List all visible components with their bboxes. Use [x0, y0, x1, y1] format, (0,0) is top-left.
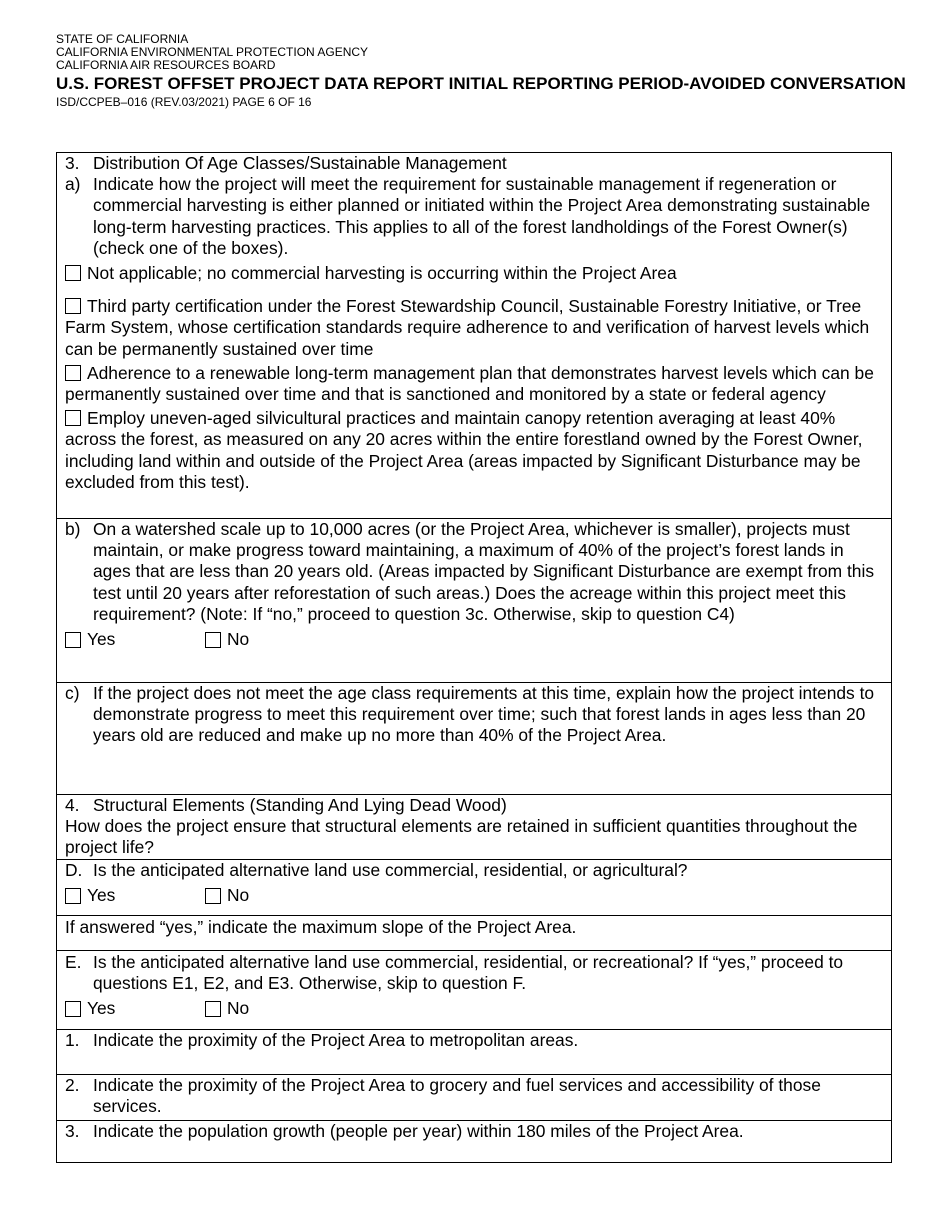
section-3b [57, 518, 891, 682]
question-text: Indicate the proximity of the Project Area to grocery and fuel services and accessibility of those services. [93, 1075, 821, 1117]
option-label: Employ uneven-aged silvicultural practices and maintain canopy retention averaging at least 40% across the forest, as measured on any 20 acres within the entire forestland owned by the Forest Owner, including land within and outside of the Project Area (areas impacted by Significant Disturbance may be excluded from this test). [65, 408, 863, 492]
section-4-heading [65, 795, 883, 816]
yes-option [65, 885, 115, 906]
question-text: If the project does not meet the age class requirements at this time, explain how the project intends to demonstrate progress to meet this requirement over time; such that forest lands in ages less than 20 years old are reduced and make up no more than 40% of the Project Area. [93, 683, 875, 746]
section-3-heading [65, 153, 883, 174]
option-not-applicable [65, 263, 883, 284]
form-body [56, 152, 892, 1163]
question-text: Indicate how the project will meet the requirement for sustainable management if regeneration or commercial harvesting is either planned or initiated within the Project Area demonstrating sustainable long-term harvesting practices. This applies to all of the forest landholdings of the Forest Owner(s) (check one of the boxes). [93, 174, 871, 258]
question-label: a) [65, 174, 81, 195]
yes-option [65, 998, 115, 1019]
section-e1 [57, 1029, 891, 1074]
form-number: ISD/CCPEB–016 (REV.03/2021) PAGE 6 OF 16 [56, 95, 312, 109]
section-number: 3. [65, 153, 80, 173]
question-label: 1. [65, 1030, 80, 1050]
section-title: Structural Elements (Standing And Lying Dead Wood) [93, 795, 507, 815]
question-text: Is the anticipated alternative land use commercial, residential, or recreational? If “yes,” proceed to questions E1, E2, and E3. Otherwise, skip to question F. [93, 952, 844, 994]
no-label: No [227, 998, 250, 1019]
question-text: Is the anticipated alternative land use commercial, residential, or agricultural? [93, 860, 688, 880]
question-text: Indicate the proximity of the Project Area to metropolitan areas. [93, 1030, 579, 1050]
no-checkbox[interactable] [205, 888, 221, 904]
question-e3 [65, 1121, 883, 1142]
section-e3 [57, 1120, 891, 1163]
management-plan-checkbox[interactable] [65, 365, 81, 381]
question-3a [65, 174, 883, 259]
section-title: Distribution Of Age Classes/Sustainable Management [93, 153, 507, 173]
option-label: Adherence to a renewable long-term management plan that demonstrates harvest levels which can be permanently sustained over time and that is sanctioned and monitored by a state or federal agency [65, 362, 874, 405]
question-text: On a watershed scale up to 10,000 acres (or the Project Area, whichever is smaller), projects must maintain, or make progress toward maintaining, a maximum of 40% of the project’s forest lands in ages that are less than 20 years old. (Areas impacted by Significant Disturbance are exempt from this test until 20 years after reforestation of such areas.) Does the acreage within this project meet this requirement? (Note: If “no,” proceed to question 3c. Otherwise, skip to question C4) [93, 519, 875, 624]
section-4 [57, 794, 891, 859]
slope-question: If answered “yes,” indicate the maximum slope of the Project Area. [65, 917, 577, 937]
question-3b [65, 519, 883, 625]
section-number: 4. [65, 795, 80, 815]
no-checkbox[interactable] [205, 632, 221, 648]
question-label: E. [65, 952, 82, 972]
option-label: Third party certification under the Forest Stewardship Council, Sustainable Forestry Initiative, or Tree Farm System, whose certification standards require adherence to and verification of harvest levels which can be permanently sustained over time [65, 296, 870, 359]
agency-line-calepa: CALIFORNIA ENVIRONMENTAL PROTECTION AGENCY [56, 45, 369, 59]
option-management-plan [65, 363, 883, 405]
question-text: Indicate the population growth (people per year) within 180 miles of the Project Area. [93, 1121, 744, 1141]
agency-line-state: STATE OF CALIFORNIA [56, 32, 189, 46]
yes-label: Yes [87, 629, 116, 650]
third-party-checkbox[interactable] [65, 298, 81, 314]
agency-line-carb: CALIFORNIA AIR RESOURCES BOARD [56, 58, 276, 72]
question-3c [65, 683, 883, 747]
yes-no-d [65, 885, 883, 906]
yes-option [65, 629, 115, 650]
not-applicable-checkbox[interactable] [65, 265, 81, 281]
question-e [65, 952, 883, 994]
no-option [205, 885, 249, 906]
section-d-followup [57, 915, 891, 950]
yes-no-e [65, 998, 883, 1019]
question-e2 [65, 1075, 883, 1117]
form-title: U.S. FOREST OFFSET PROJECT DATA REPORT INITIAL REPORTING PERIOD-AVOIDED CONVERSATION [56, 74, 906, 93]
question-label: c) [65, 683, 80, 703]
section-4-question: How does the project ensure that structural elements are retained in sufficient quantities throughout the project life? [65, 816, 858, 858]
yes-checkbox[interactable] [65, 632, 81, 648]
option-uneven-aged [65, 408, 883, 493]
option-third-party [65, 296, 883, 360]
section-3c [57, 682, 891, 794]
form-header [56, 33, 916, 109]
question-e1 [65, 1030, 883, 1051]
yes-label: Yes [87, 998, 116, 1019]
section-e [57, 950, 891, 1029]
no-checkbox[interactable] [205, 1001, 221, 1017]
section-d [57, 859, 891, 915]
question-label: D. [65, 860, 83, 880]
section-3a [57, 153, 891, 518]
question-d [65, 860, 883, 881]
yes-checkbox[interactable] [65, 1001, 81, 1017]
section-e2 [57, 1074, 891, 1120]
yes-checkbox[interactable] [65, 888, 81, 904]
question-label: 2. [65, 1075, 80, 1095]
no-option [205, 629, 249, 650]
question-label: 3. [65, 1121, 80, 1141]
yes-label: Yes [87, 885, 116, 906]
no-label: No [227, 629, 250, 649]
option-label: Not applicable; no commercial harvesting is occurring within the Project Area [87, 263, 677, 284]
yes-no-3b [65, 629, 883, 650]
no-option [205, 998, 249, 1019]
question-label: b) [65, 519, 81, 539]
uneven-aged-checkbox[interactable] [65, 410, 81, 426]
no-label: No [227, 885, 250, 906]
